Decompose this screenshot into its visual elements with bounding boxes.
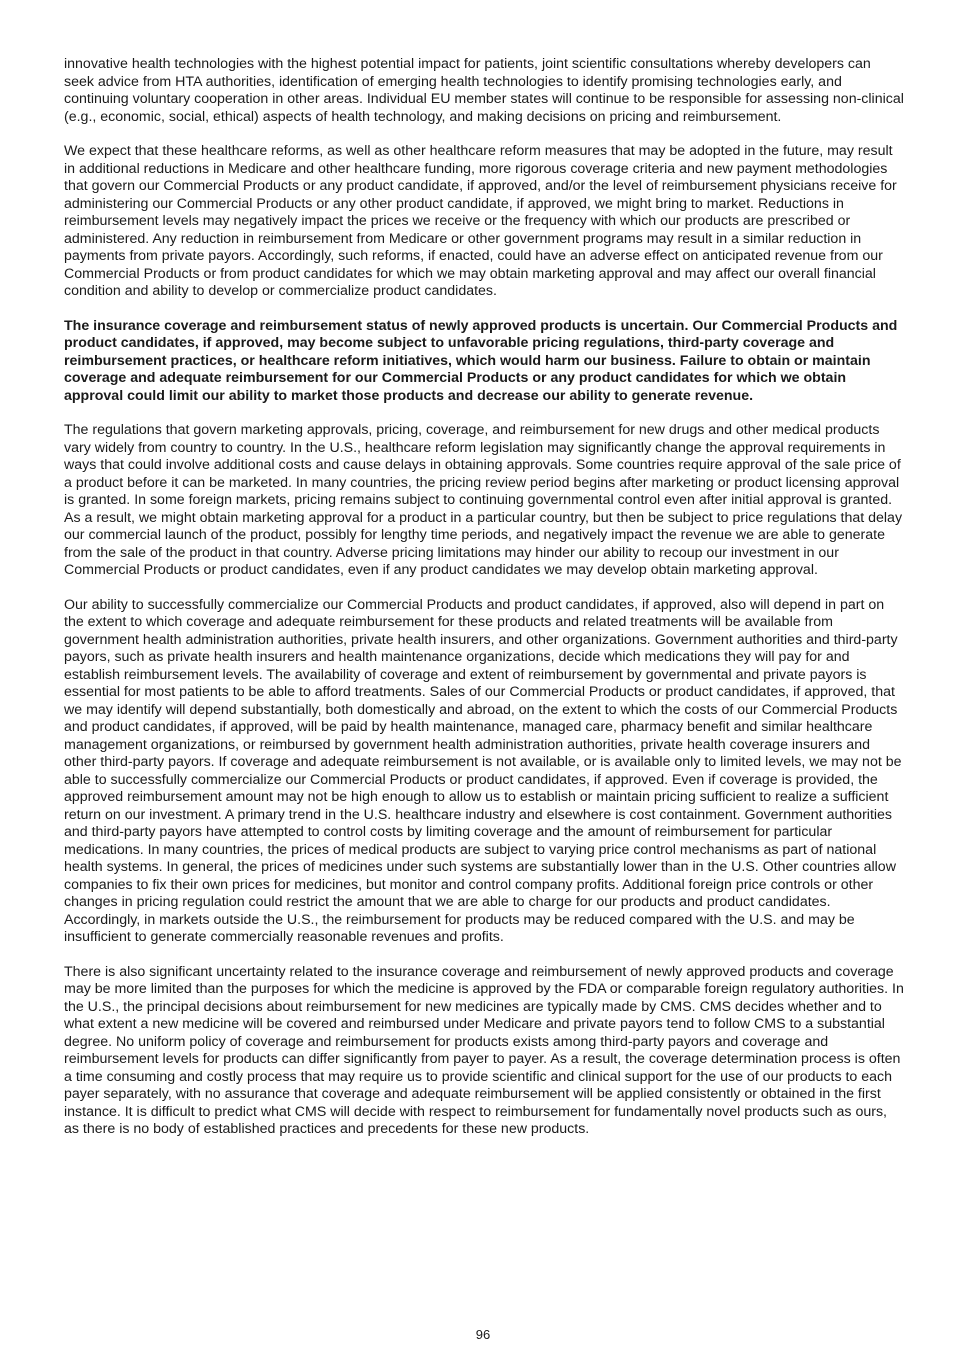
risk-factor-heading: The insurance coverage and reimbursement status of newly approved products is uncertain. Our Commercial Products and product candidates, if approved, may become subject to unfavorable pricing regulations, third-party coverage and reimbursement practices, or healthcare reform initiatives, which would harm our business. Failure to obtain or maintain coverage and adequate reimbursement for our Commercial Products or any product candidates for which we obtain approval could limit our ability to market those products and decrease our ability to generate revenue. [64,317,898,404]
paragraph-pricing-regulations: The regulations that govern marketing approvals, pricing, coverage, and reimbursement for new drugs and other medical products vary widely from country to country. In the U.S., healthcare reform legislation may significantly change the approval requirements in ways that could involve additional costs and cause delays in obtaining approvals. Some countries require approval of the sale price of a product before it can be marketed. In many countries, the pricing review period begins after marketing or product licensing approval is granted. In some foreign markets, pricing remains subject to continuing governmental control even after initial approval is granted. As a result, we might obtain marketing approval for a product in a particular country, but then be subject to price regulations that delay our commercial launch of the product, possibly for lengthy time periods, and negatively impact the revenue we are able to generate from the sale of the product in that country. Adverse pricing limitations may hinder our ability to recoup our investment in our Commercial Products or product candidates, even if any product candidates we may develop obtain marketing approval. [64,422,903,578]
paragraph-cms-uncertainty: There is also significant uncertainty related to the insurance coverage and reimbursement of newly approved products and coverage may be more limited than the purposes for which the medicine is approved by the FDA or comparable foreign regulatory authorities. In the U.S., the principal decisions about reimbursement for new medicines are typically made by CMS. CMS decides whether and to what extent a new medicine will be covered and reimbursed under Medicare and private payors tend to follow CMS to a substantial degree. No uniform policy of coverage and reimbursement for products exists among third-party payors and coverage and reimbursement levels for products can differ significantly from payer to payer. As a result, the coverage determination process is often a time consuming and costly process that may require us to provide scientific and clinical support for the use of our products to each payer separately, with no assurance that coverage and adequate reimbursement will be applied consistently or obtained in the first instance. It is difficult to predict what CMS will decide with respect to reimbursement for fundamentally novel products such as ours, as there is no body of established practices and precedents for these new products. [64,963,904,1137]
page-number: 96 [475,1327,491,1342]
paragraph-hta-cooperation: innovative health technologies with the highest potential impact for patients, joint scientific consultations whereby developers can seek advice from HTA authorities, identification of emerging health technologies to identify promising technologies early, and continuing voluntary cooperation in other areas. Individual EU member states will continue to be responsible for assessing non-clinical (e.g., economic, social, ethical) aspects of health technology, and making decisions on pricing and reimbursement. [64,56,904,125]
document-page [64,56,904,1156]
paragraph-coverage-reimbursement: Our ability to successfully commercialize our Commercial Products and product candidates, if approved, also will depend in part on the extent to which coverage and adequate reimbursement for these products and related treatments will be available from government health administration authorities, private health insurers, and other organizations. Government authorities and third-party payors, such as private health insurers and health maintenance organizations, decide which medications they will pay for and establish reimbursement levels. The availability of coverage and extent of reimbursement by governmental and private payors is essential for most patients to be able to afford treatments. Sales of our Commercial Products or product candidates, if approved, that we may identify will depend substantially, both domestically and abroad, on the extent to which the costs of our Commercial Products and product candidates, if approved, will be paid by health maintenance, managed care, pharmacy benefit and similar healthcare management organizations, or reimbursed by government health administration authorities, private health coverage insurers and other third-party payors. If coverage and adequate reimbursement is not available, or is available only to limited levels, we may not be able to successfully commercialize our Commercial Products or product candidates, if approved. Even if coverage is provided, the approved reimbursement amount may not be high enough to allow us to establish or maintain pricing sufficient to realize a sufficient return on our investment. A primary trend in the U.S. healthcare industry and elsewhere is cost containment. Government authorities and third-party payors have attempted to control costs by limiting coverage and the amount of reimbursement for particular medications. In many countries, the prices of medical products are subject to varying price control mechanisms as part of national health systems. In general, the prices of medicines under such systems are substantially lower than in the U.S. Other countries allow companies to fix their own prices for medicines, but monitor and control company profits. Additional foreign price controls or other changes in pricing regulation could restrict the amount that we are able to charge for our products and product candidates. Accordingly, in markets outside the U.S., the reimbursement for products may be reduced compared with the U.S. and may be insufficient to generate commercially reasonable revenues and profits. [64,596,902,945]
paragraph-healthcare-reforms: We expect that these healthcare reforms, as well as other healthcare reform measures that may be adopted in the future, may result in additional reductions in Medicare and other healthcare funding, more rigorous coverage criteria and new payment methodologies that govern our Commercial Products or any product candidate, if approved, and/or the level of reimbursement physicians receive for administering our Commercial Products or any other product candidate, if approved, we might bring to market. Reductions in reimbursement levels may negatively impact the prices we receive or the frequency with which our products are prescribed or administered. Any reduction in reimbursement from Medicare or other government programs may result in a similar reduction in payments from private payors. Accordingly, such reforms, if enacted, could have an adverse effect on anticipated revenue from our Commercial Products or from product candidates for which we may obtain marketing approval and may affect our overall financial condition and ability to develop or commercialize product candidates. [64,143,897,299]
